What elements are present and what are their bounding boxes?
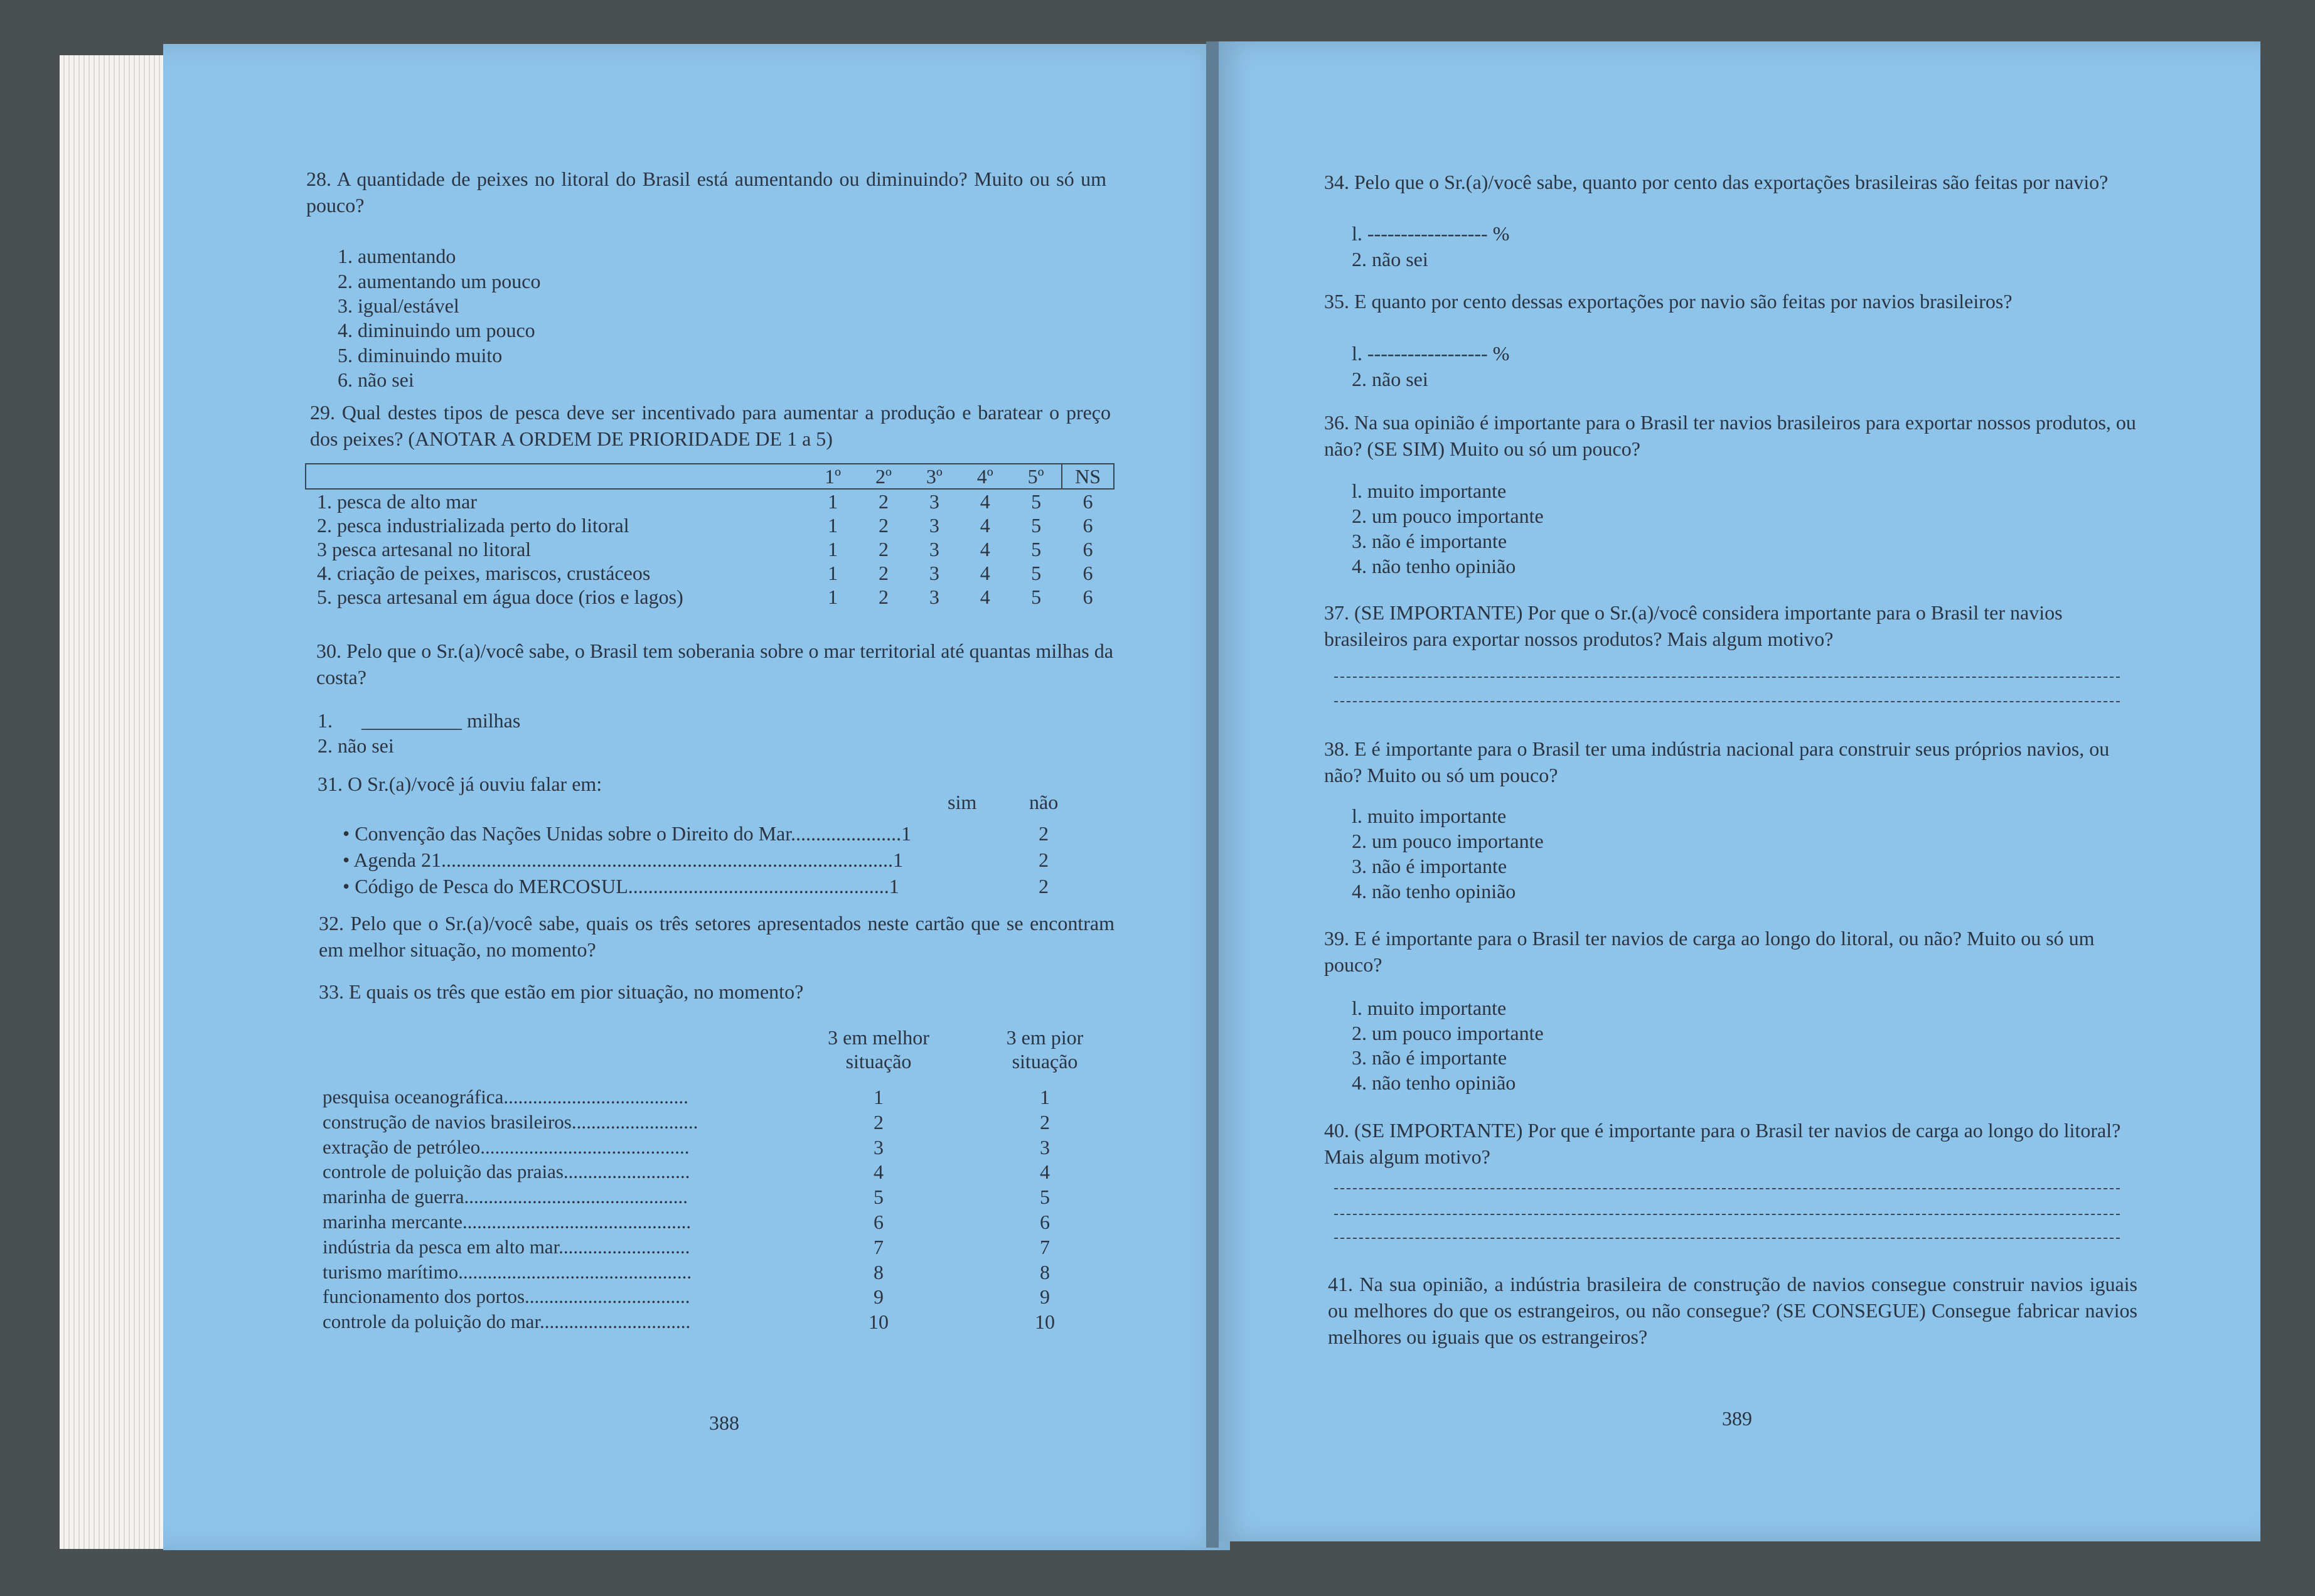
q36-option: 4. não tenho opinião — [1352, 555, 1516, 577]
page-number-right: 389 — [1722, 1407, 1752, 1430]
q29-cell: 3 — [929, 561, 939, 584]
q28-option: 3. igual/estável — [338, 294, 459, 317]
q29-row-label: 5. pesca artesanal em água doce (rios e lagos) — [317, 585, 683, 608]
q29-col-header: 3º — [926, 464, 943, 488]
q29-cell: 6 — [1083, 513, 1093, 537]
q33-text: 33. E quais os três que estão em pior situação, no momento? — [319, 980, 804, 1003]
q29-col-header: NS — [1062, 464, 1114, 489]
q32-text: 32. Pelo que o Sr.(a)/você sabe, quais os três setores apresentados neste cartão que se encontram em melhor situação, no momento? — [319, 912, 1115, 961]
answer-line — [1334, 701, 2120, 702]
q33-row-best: 1 — [874, 1086, 884, 1108]
q39-option: l. muito importante — [1352, 997, 1507, 1019]
q29-cell: 4 — [980, 513, 990, 537]
q29-cell: 1 — [828, 561, 838, 584]
q29-row-label: 3 pesca artesanal no litoral — [317, 537, 532, 560]
q33-row-best: 10 — [869, 1310, 889, 1334]
q33-row-label: turismo marítimo................................................ — [323, 1260, 692, 1283]
answer-line — [1334, 1214, 2120, 1215]
q40-text: 40. (SE IMPORTANTE) Por que é importante para o Brasil ter navios de carga ao longo do litoral? Mais algum motivo? — [1324, 1119, 2121, 1168]
q31-item-nao: 2 — [1039, 875, 1049, 897]
q33-row-best: 9 — [874, 1285, 884, 1309]
table-row — [306, 489, 1114, 513]
q30-text: 30. Pelo que o Sr.(a)/você sabe, o Brasil tem soberania sobre o mar territorial até quantas milhas da costa? — [316, 640, 1113, 688]
q31-item: • Convenção das Nações Unidas sobre o Direito do Mar......................1 — [343, 822, 912, 845]
q29-col-header: 5º — [1027, 464, 1044, 488]
q33-row-worst: 5 — [1040, 1186, 1050, 1209]
q34-option: 2. não sei — [1352, 248, 1428, 270]
q41-text: 41. Na sua opinião, a indústria brasileira de construção de navios consegue construir navios iguais ou melhores do que os estrangeiros, ou não consegue? (SE CONSEGUE) Consegue fabricar navios melhores ou iguais que os estrangeiros? — [1328, 1273, 2137, 1348]
q33-row-worst: 7 — [1040, 1235, 1050, 1258]
q29-cell: 4 — [980, 561, 990, 584]
q38-text: 38. E é importante para o Brasil ter uma indústria nacional para construir seus próprios navios, ou não? Muito ou só um pouco? — [1324, 737, 2110, 786]
q29-cell: 4 — [980, 585, 990, 608]
q29-row-label: 4. criação de peixes, mariscos, crustáceos — [317, 561, 651, 584]
q31-item-label: Código de Pesca do MERCOSUL.................................................... — [355, 875, 889, 897]
q35-text: 35. E quanto por cento dessas exportações por navio são feitas por navios brasileiros? — [1324, 290, 2013, 313]
q29-cell: 6 — [1083, 537, 1093, 560]
q31-item-nao: 2 — [1039, 849, 1049, 871]
q28-option: 5. diminuindo muito — [338, 344, 503, 367]
q34-option: l. ------------------ % — [1352, 222, 1510, 245]
q31-item-label: Agenda 21.......................................................................................... — [353, 849, 893, 871]
table-row — [306, 513, 1114, 537]
q29-cell: 5 — [1031, 537, 1042, 560]
q33-row-label: controle de poluição das praias.......................... — [323, 1160, 690, 1183]
q33-row-best: 6 — [874, 1211, 884, 1233]
q29-cell: 4 — [980, 537, 990, 560]
q29-cell: 2 — [879, 537, 889, 560]
q33-row-worst: 4 — [1040, 1160, 1050, 1184]
q31-text: 31. O Sr.(a)/você já ouviu falar em: — [318, 773, 602, 795]
q33-row-label: funcionamento dos portos.................................. — [323, 1285, 690, 1308]
q38-option: l. muito importante — [1352, 805, 1507, 827]
q29-cell: 2 — [879, 513, 889, 537]
q29-priority-table — [305, 463, 1115, 609]
q33-row-worst: 6 — [1040, 1211, 1050, 1233]
q37-text: 37. (SE IMPORTANTE) Por que o Sr.(a)/você considera importante para o Brasil ter navios brasileiros para exportar nossos produtos? Mais algum motivo? — [1324, 601, 2063, 650]
q33-row-best: 8 — [874, 1260, 884, 1283]
q29-cell: 5 — [1031, 513, 1042, 537]
q31-col-nao: não — [1029, 791, 1059, 813]
q35-option: l. ------------------ % — [1352, 342, 1510, 365]
q39-text: 39. E é importante para o Brasil ter navios de carga ao longo do litoral, ou não? Muito ou só um pouco? — [1324, 927, 2095, 976]
q33-row-worst: 8 — [1040, 1260, 1050, 1283]
q33-row-best: 5 — [874, 1186, 884, 1209]
q33-row-worst: 1 — [1040, 1086, 1050, 1108]
q28-text: 28. A quantidade de peixes no litoral do Brasil está aumentando ou diminuindo? Muito ou só um pouco? — [306, 168, 1106, 217]
q29-cell: 5 — [1031, 490, 1042, 513]
q33-row-worst: 2 — [1040, 1110, 1050, 1133]
q33-row-label: controle da poluição do mar............................... — [323, 1310, 691, 1333]
q29-cell: 1 — [828, 513, 838, 537]
q30-blank: __________ — [361, 709, 462, 732]
q29-col-header: 1º — [825, 464, 842, 488]
q29-cell: 5 — [1031, 561, 1042, 584]
q28-option: 6. não sei — [338, 368, 414, 391]
q29-cell: 3 — [929, 513, 939, 537]
q28-option: 4. diminuindo um pouco — [338, 319, 535, 341]
q38-option: 3. não é importante — [1352, 855, 1507, 877]
q33-col-best: 3 em melhor situação — [828, 1026, 929, 1073]
q36-option: 3. não é importante — [1352, 530, 1507, 552]
q33-row-label: pesquisa oceanográfica...................................... — [323, 1086, 688, 1108]
q31-item: • Código de Pesca do MERCOSUL....................................................1 — [343, 875, 899, 897]
q29-cell: 3 — [929, 490, 939, 513]
q36-option: 2. um pouco importante — [1352, 505, 1544, 527]
table-row — [306, 561, 1114, 585]
q36-option: l. muito importante — [1352, 479, 1507, 502]
q38-option: 2. um pouco importante — [1352, 830, 1544, 852]
q31-item-sim: 1 — [901, 822, 912, 845]
q33-row-label: marinha mercante............................................... — [323, 1211, 692, 1233]
q33-row-label: marinha de guerra.............................................. — [323, 1186, 688, 1208]
q31-item-nao: 2 — [1039, 822, 1049, 845]
q29-text: 29. Qual destes tipos de pesca deve ser incentivado para aumentar a produção e baratear o preço dos peixes? (ANOTAR A ORDEM DE PRIORIDADE DE 1 a 5) — [310, 401, 1111, 450]
q31-item-sim: 1 — [892, 849, 903, 871]
q31-item-label: Convenção das Nações Unidas sobre o Direito do Mar...................... — [355, 822, 902, 845]
q30-option-1 — [318, 708, 520, 733]
q33-row-label: indústria da pesca em alto mar........................... — [323, 1235, 690, 1258]
q29-col-header: 4º — [976, 464, 993, 488]
table-row — [306, 585, 1114, 609]
table-row — [306, 537, 1114, 561]
q29-cell: 4 — [980, 490, 990, 513]
answer-line — [1334, 677, 2120, 678]
q29-row-label: 1. pesca de alto mar — [317, 490, 477, 513]
q33-row-worst: 3 — [1040, 1135, 1050, 1159]
q39-option: 4. não tenho opinião — [1352, 1071, 1516, 1094]
q33-row-worst: 10 — [1035, 1310, 1055, 1334]
q29-cell: 2 — [879, 490, 889, 513]
q36-text: 36. Na sua opinião é importante para o Brasil ter navios brasileiros para exportar nossos produtos, ou não? (SE SIM) Muito ou só um pouco? — [1324, 411, 2136, 460]
q29-cell: 1 — [828, 490, 838, 513]
answer-line — [1334, 1238, 2120, 1239]
q33-row-label: construção de navios brasileiros.......................... — [323, 1110, 698, 1133]
q29-cell: 2 — [879, 561, 889, 584]
q28-option: 2. aumentando um pouco — [338, 270, 541, 292]
q33-col-worst: 3 em pior situação — [1006, 1026, 1084, 1073]
q29-header-row — [306, 464, 1114, 489]
q33-row-best: 4 — [874, 1160, 884, 1184]
q33-row-best: 2 — [874, 1110, 884, 1133]
q30-option-number: 1. — [318, 709, 333, 732]
q39-option: 2. um pouco importante — [1352, 1022, 1544, 1044]
q39-option: 3. não é importante — [1352, 1046, 1507, 1069]
q29-cell: 5 — [1031, 585, 1042, 608]
q29-cell: 3 — [929, 585, 939, 608]
q29-cell: 1 — [828, 585, 838, 608]
q33-row-worst: 9 — [1040, 1285, 1050, 1309]
book-gutter — [1206, 41, 1219, 1548]
q29-row-label: 2. pesca industrializada perto do litoral — [317, 513, 629, 537]
q29-cell: 2 — [879, 585, 889, 608]
q29-cell: 6 — [1083, 490, 1093, 513]
q33-row-best: 7 — [874, 1235, 884, 1258]
q28-option: 1. aumentando — [338, 245, 456, 267]
q31-item: • Agenda 21..........................................................................................1 — [343, 849, 903, 871]
q29-cell: 6 — [1083, 561, 1093, 584]
q29-cell: 1 — [828, 537, 838, 560]
answer-line — [1334, 1188, 2120, 1189]
q30-unit: milhas — [467, 709, 521, 732]
q29-col-header: 2º — [875, 464, 892, 488]
q30-option-2: 2. não sei — [318, 734, 394, 757]
q29-cell: 6 — [1083, 585, 1093, 608]
q31-item-sim: 1 — [889, 875, 899, 897]
q38-option: 4. não tenho opinião — [1352, 880, 1516, 902]
q31-col-sim: sim — [948, 791, 977, 813]
page-number-left: 388 — [709, 1411, 739, 1434]
q35-option: 2. não sei — [1352, 368, 1428, 390]
q34-text: 34. Pelo que o Sr.(a)/você sabe, quanto por cento das exportações brasileiras são feitas por navio? — [1324, 171, 2109, 193]
q33-row-best: 3 — [874, 1135, 884, 1159]
q33-row-label: extração de petróleo........................................... — [323, 1135, 690, 1158]
q29-cell: 3 — [929, 537, 939, 560]
